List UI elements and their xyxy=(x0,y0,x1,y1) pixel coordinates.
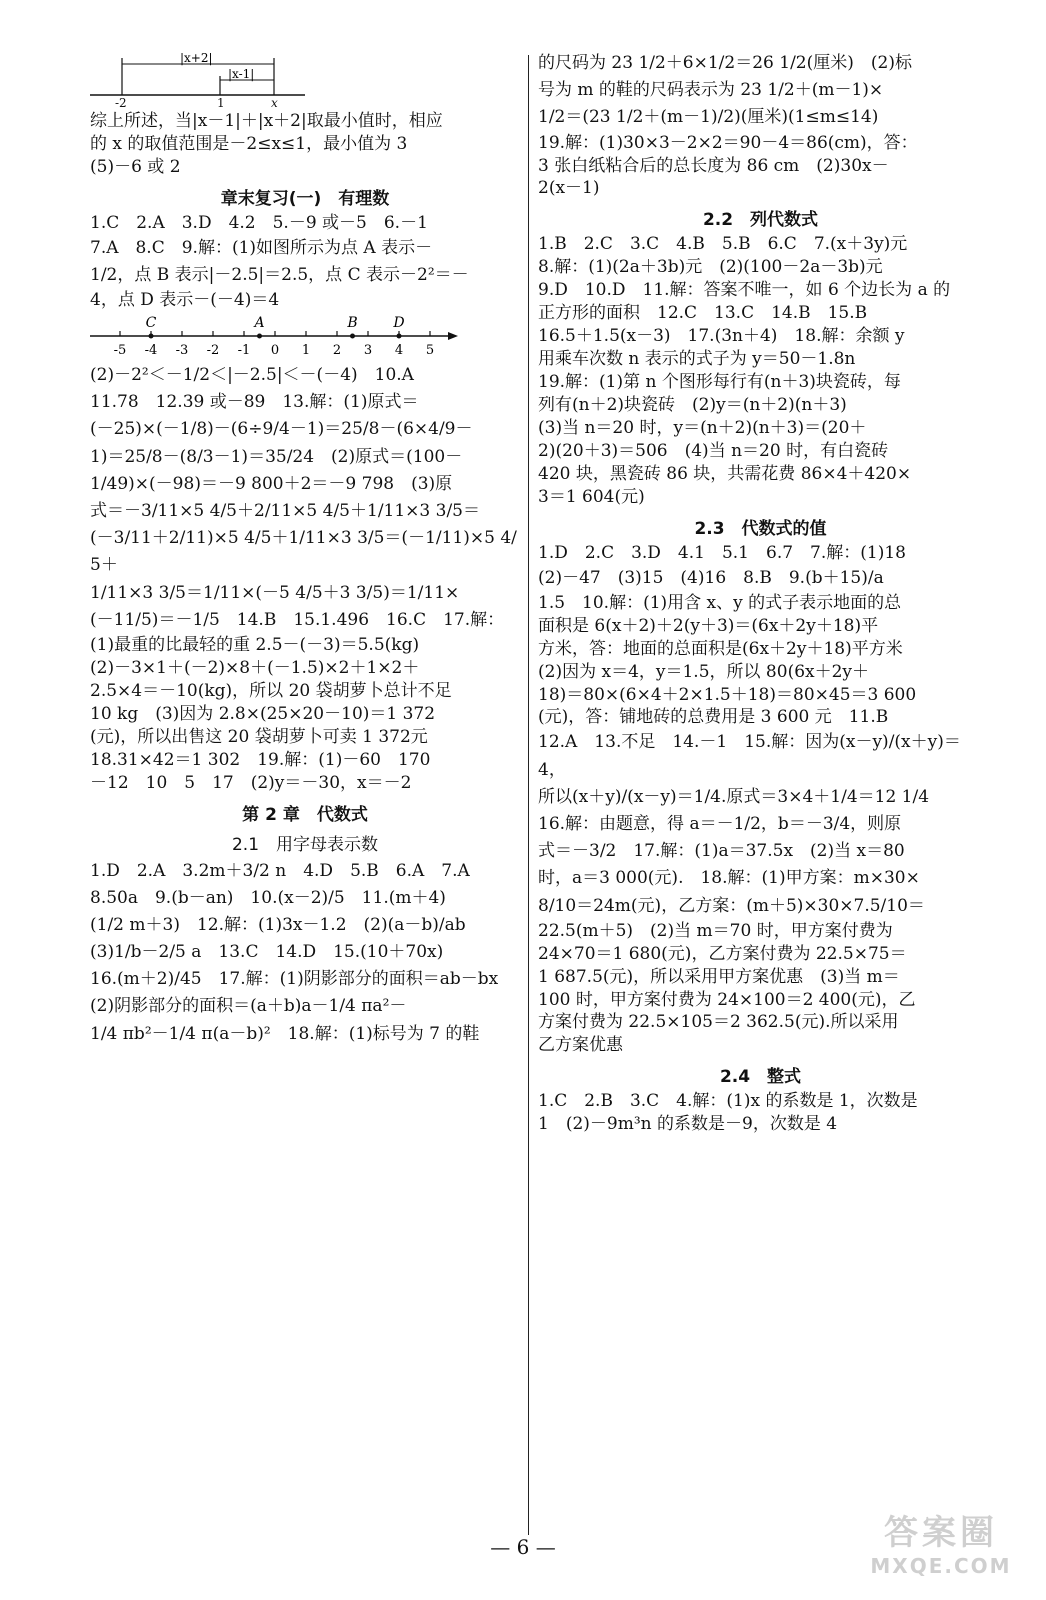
section1-lines-b xyxy=(90,362,520,794)
number-line-point xyxy=(257,334,262,339)
text-line: 1 687.5(元)，所以采用甲方案优惠 (3)当 m＝ xyxy=(538,966,900,987)
section1-title: 章末复习(一) 有理数 xyxy=(220,188,390,209)
number-line-tick-label: 3 xyxy=(363,343,373,359)
text-line: 24×70＝1 680(元)，乙方案付费为 22.5×75＝ xyxy=(538,943,907,964)
text-line: 1.C 2.A 3.D 4.2 5.－9 或－5 6.－1 xyxy=(90,212,428,233)
section24-lines xyxy=(538,1090,983,1136)
number-line-tick-label: -3 xyxy=(175,343,189,359)
chapter2-title: 第 2 章 代数式 xyxy=(242,804,368,825)
text-line: (2)－3×1＋(－2)×8＋(－1.5)×2＋1×2＋ xyxy=(90,657,420,678)
number-line-point-label: B xyxy=(347,315,358,332)
number-line-tick-label: 0 xyxy=(270,343,280,359)
column-divider xyxy=(528,55,529,1535)
text-line: (3)1/b－2/5 a 13.C 14.D 15.(10＋70x) xyxy=(90,942,444,963)
number-line-tick-label: 2 xyxy=(332,343,342,359)
number-line-tick-label: 1 xyxy=(301,343,311,359)
text-line: 1.D 2.A 3.2m＋3/2 n 4.D 5.B 6.A 7.A xyxy=(90,860,470,881)
text-line: 时，a＝3 000(元). 18.解：(1)甲方案：m×30× xyxy=(538,868,920,889)
intro-lines xyxy=(90,110,520,179)
text-line: (2)－47 (3)15 (4)16 8.B 9.(b＋15)/a xyxy=(538,567,884,588)
section23-title: 2.3 代数式的值 xyxy=(694,518,827,539)
text-line: (2)因为 x＝4，y＝1.5，所以 80(6x＋2y＋ xyxy=(538,661,870,682)
text-line: 22.5(m＋5) (2)当 m＝70 时，甲方案付费为 xyxy=(538,920,893,941)
number-line-tick-label: 5 xyxy=(425,343,435,359)
section22-title: 2.2 列代数式 xyxy=(702,210,819,231)
text-line: (1)最重的比最轻的重 2.5－(－3)＝5.5(kg) xyxy=(90,634,420,655)
text-line: 3 张白纸粘合后的总长度为 86 cm (2)30x－ xyxy=(538,155,889,176)
right-lines-a xyxy=(538,50,983,200)
text-line: 19.解：(1)第 n 个图形每行有(n＋3)块瓷砖，每 xyxy=(538,372,901,392)
tick-neg2: -2 xyxy=(115,96,127,110)
text-line: 1/2，点 B 表示|－2.5|＝2.5，点 C 表示－2²＝－ xyxy=(90,264,469,285)
text-line: 式＝－3/2 17.解：(1)a＝37.5x (2)当 x＝80 xyxy=(538,841,905,862)
text-line: 8.解：(1)(2a＋3b)元 (2)(100－2a－3b)元 xyxy=(538,257,883,278)
text-line: 1/4 πb²－1/4 π(a－b)² 18.解：(1)标号为 7 的鞋 xyxy=(90,1023,480,1044)
watermark xyxy=(856,1505,1026,1578)
number-line-tick-label: -1 xyxy=(237,343,251,359)
text-line: －12 10 5 17 (2)y＝－30，x＝－2 xyxy=(90,772,412,793)
text-line: 方案付费为 22.5×105＝2 362.5(元).所以采用 xyxy=(538,1012,899,1033)
text-line: 18)＝80×(6×4＋2×1.5＋18)＝80×45＝3 600 xyxy=(538,684,917,705)
text-line: 12.A 13.不足 14.－1 15.解：因为(x－y)/(x＋y)＝4， xyxy=(538,732,961,780)
watermark-top: 答案圈 xyxy=(884,1513,998,1553)
number-line-point xyxy=(350,334,355,339)
diagram-tick-labels xyxy=(90,96,520,110)
text-line: 7.A 8.C 9.解：(1)如图所示为点 A 表示－ xyxy=(90,237,433,258)
text-line: 3＝1 604(元) xyxy=(538,486,645,507)
text-line: (1/2 m＋3) 12.解：(1)3x－1.2 (2)(a－b)/ab xyxy=(90,914,466,935)
text-line: 100 时，甲方案付费为 24×100＝2 400(元)，乙 xyxy=(538,989,916,1010)
left-column xyxy=(90,50,520,1048)
section22-lines xyxy=(538,233,983,508)
text-line: 4，点 D 表示－(－4)＝4 xyxy=(90,290,280,311)
absolute-value-diagram xyxy=(90,50,310,100)
text-line: 1.B 2.C 3.C 4.B 5.B 6.C 7.(x＋3y)元 xyxy=(538,234,908,255)
text-line: 1/11×3 3/5＝1/11×(－5 4/5＋3 3/5)＝1/11× xyxy=(90,582,460,603)
text-line: 8.50a 9.(b－an) 10.(x－2)/5 11.(m＋4) xyxy=(90,887,446,908)
text-line: 8/10＝24m(元)，乙方案：(m＋5)×30×7.5/10＝ xyxy=(538,895,925,916)
number-line-tick-label: -5 xyxy=(113,343,127,359)
text-line: 16.(m＋2)/45 17.解：(1)阴影部分的面积＝ab－bx xyxy=(90,969,499,990)
section23-lines xyxy=(538,542,983,1058)
number-line-point xyxy=(149,334,154,339)
text-line: 用乘车次数 n 表示的式子为 y＝50－1.8n xyxy=(538,349,856,370)
text-line: 所以(x＋y)/(x－y)＝1/4.原式＝3×4＋1/4＝12 1/4 xyxy=(538,786,930,807)
number-line-tick-label: 4 xyxy=(394,343,404,359)
text-line: (2)－2²＜－1/2＜|－2.5|＜－(－4) 10.A xyxy=(90,365,414,386)
span-outer-label: |x+2| xyxy=(180,51,213,65)
text-line: 16.5＋1.5(x－3) 17.(3n＋4) 18.解：余额 y xyxy=(538,326,905,347)
number-line-point-label: D xyxy=(393,315,405,332)
text-line: (2)阴影部分的面积＝(a＋b)a－1/4 πa²－ xyxy=(90,996,407,1017)
text-line: (元)，答：铺地砖的总费用是 3 600 元 11.B xyxy=(538,707,889,728)
text-line: (－25)×(－1/8)－(6÷9/4－1)＝25/8－(6×4/9－ xyxy=(90,419,473,440)
text-line: 2)(20＋3)＝506 (4)当 n＝20 时，有白瓷砖 xyxy=(538,440,889,461)
text-line: 1/49)×(－98)＝－9 800＋2＝－9 798 (3)原 xyxy=(90,473,453,494)
number-line-point-label: C xyxy=(145,315,157,332)
text-line: 420 块，黑瓷砖 86 块，共需花费 86×4＋420× xyxy=(538,463,912,484)
watermark-bottom: MXQE.COM xyxy=(870,1554,1012,1578)
section21-lines xyxy=(90,858,520,1048)
text-line: (－3/11＋2/11)×5 4/5＋1/11×3 3/5＝(－1/11)×5 4/5＋ xyxy=(90,528,517,576)
span-inner-label: |x-1| xyxy=(228,67,255,81)
number-line-point-label: A xyxy=(254,315,265,332)
number-line-point xyxy=(397,334,402,339)
number-line-tick-label: -4 xyxy=(144,343,158,359)
text-line: 1.D 2.C 3.D 4.1 5.1 6.7 7.解：(1)18 xyxy=(538,542,906,563)
text-line: 16.解：由题意，得 a＝－1/2，b＝－3/4，则原 xyxy=(538,813,902,834)
text-line: 号为 m 的鞋的尺码表示为 23 1/2＋(m－1)× xyxy=(538,80,884,101)
text-line: 1/2＝(23 1/2＋(m－1)/2)(厘米)(1≤m≤14) xyxy=(538,107,879,128)
page-number: — 6 — xyxy=(490,1535,556,1559)
text-line: 的尺码为 23 1/2＋6×1/2＝26 1/2(厘米) (2)标 xyxy=(538,53,912,73)
text-line: 9.D 10.D 11.解：答案不唯一，如 6 个边长为 a 的 xyxy=(538,280,951,301)
number-line-arrow xyxy=(448,332,458,340)
text-line: 19.解：(1)30×3－2×2＝90－4＝86(cm)，答： xyxy=(538,132,918,153)
text-line: 11.78 12.39 或－89 13.解：(1)原式＝ xyxy=(90,392,419,413)
text-line: 1 (2)－9m³n 的系数是－9，次数是 4 xyxy=(538,1114,838,1135)
number-line-tick-label: -2 xyxy=(206,343,220,359)
text-line: 18.31×42＝1 302 19.解：(1)－60 170 xyxy=(90,749,431,770)
text-line: 面积是 6(x＋2)＋2(y＋3)＝(6x＋2y＋18)平 xyxy=(538,615,879,636)
text-line: 1.C 2.B 3.C 4.解：(1)x 的系数是 1，次数是 xyxy=(538,1091,918,1112)
text-line: (－11/5)＝－1/5 14.B 15.1.496 16.C 17.解： xyxy=(90,609,505,630)
text-line: (3)当 n＝20 时，y＝(n＋2)(n＋3)＝(20＋ xyxy=(538,417,867,438)
tick-x: x xyxy=(271,96,278,110)
text-line: 列有(n＋2)块瓷砖 (2)y＝(n＋2)(n＋3) xyxy=(538,394,847,415)
text-line: 1)＝25/8－(8/3－1)＝35/24 (2)原式＝(100－ xyxy=(90,446,463,467)
number-line xyxy=(90,312,460,362)
section1-lines-a xyxy=(90,212,520,312)
text-line: 乙方案优惠 xyxy=(538,1035,623,1056)
section24-title: 2.4 整式 xyxy=(719,1067,802,1088)
text-line: 的 x 的取值范围是－2≤x≤1，最小值为 3 xyxy=(90,133,408,154)
text-line: 正方形的面积 12.C 13.C 14.B 15.B xyxy=(538,303,868,324)
right-column xyxy=(538,50,983,1136)
text-line: 式＝－3/11×5 4/5＋2/11×5 4/5＋1/11×3 3/5＝ xyxy=(90,501,480,521)
text-line: 2(x－1) xyxy=(538,178,600,199)
text-line: 方米，答：地面的总面积是(6x＋2y＋18)平方米 xyxy=(538,638,903,659)
text-line: (5)－6 或 2 xyxy=(90,156,181,177)
section21-title: 2.1 用字母表示数 xyxy=(231,834,379,855)
text-line: (元)，所以出售这 20 袋胡萝卜可卖 1 372元 xyxy=(90,726,428,747)
text-line: 2.5×4＝－10(kg)，所以 20 袋胡萝卜总计不足 xyxy=(90,680,452,701)
text-line: 1.5 10.解：(1)用含 x、y 的式子表示地面的总 xyxy=(538,592,902,613)
text-line: 综上所述，当|x－1|＋|x＋2|取最小值时，相应 xyxy=(90,111,443,131)
tick-1: 1 xyxy=(217,96,225,110)
text-line: 10 kg (3)因为 2.8×(25×20－10)＝1 372 xyxy=(90,703,436,724)
